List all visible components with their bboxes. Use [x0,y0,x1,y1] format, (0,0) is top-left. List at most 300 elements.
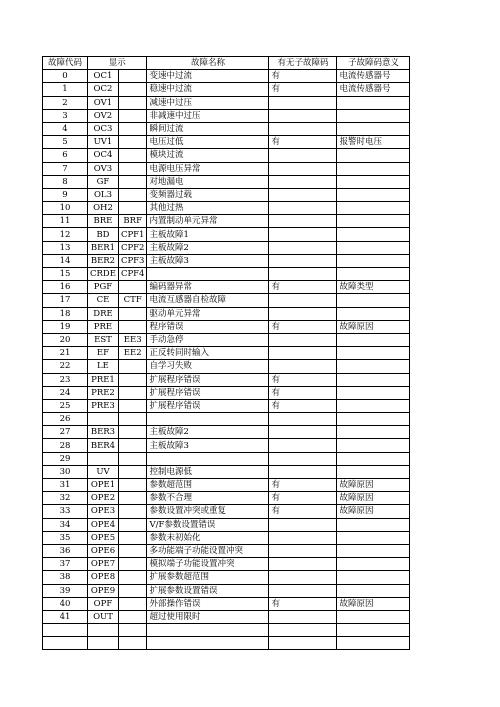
cell-fault-name: 自学习失败 [147,360,269,373]
cell-has-sub-code [269,215,337,228]
cell-display-primary: OH2 [88,202,119,215]
cell-has-sub-code [269,333,337,346]
cell-fault-code: 38 [43,571,88,584]
cell-display-primary: OPE4 [88,518,119,531]
table-row [43,241,410,254]
header-sub-code-meaning: 子故障码意义 [337,57,410,70]
cell-has-sub-code [269,413,337,426]
cell-sub-code-meaning [337,149,410,162]
cell-fault-code: 33 [43,505,88,518]
table-row [43,373,410,386]
cell-fault-code: 34 [43,518,88,531]
cell-fault-name: 程序错误 [147,320,269,333]
cell-fault-code: 21 [43,347,88,360]
cell-fault-name: 控制电源低 [147,465,269,478]
cell-has-sub-code [269,294,337,307]
cell-sub-code-meaning [337,610,410,623]
table-row [43,610,410,623]
cell-fault-name: 主板故障3 [147,254,269,267]
cell-has-sub-code [269,465,337,478]
table-row [43,347,410,360]
cell-display-secondary [118,162,147,175]
cell-fault-code: 0 [43,70,88,83]
table-row [43,320,410,333]
cell-fault-code: 15 [43,268,88,281]
cell-has-sub-code [269,268,337,281]
cell-has-sub-code [269,109,337,122]
cell-display-secondary [118,492,147,505]
cell-display-secondary [118,465,147,478]
cell-fault-code: 41 [43,610,88,623]
cell-display-primary: LE [88,360,119,373]
cell-has-sub-code [269,360,337,373]
cell-fault-name: 减速中过压 [147,96,269,109]
cell-display-secondary [118,479,147,492]
cell-has-sub-code: 有 [269,386,337,399]
cell-sub-code-meaning [337,294,410,307]
cell-fault-name: 非减速中过压 [147,109,269,122]
cell-fault-code: 20 [43,333,88,346]
cell-sub-code-meaning [337,122,410,135]
cell-sub-code-meaning [337,373,410,386]
cell-display-secondary [118,122,147,135]
cell-fault-name [147,413,269,426]
cell-fault-name: 变速中过流 [147,70,269,83]
cell-sub-code-meaning [337,241,410,254]
cell-sub-code-meaning [337,175,410,188]
cell-has-sub-code [269,558,337,571]
cell-fault-name: 扩展程序错误 [147,373,269,386]
cell-fault-code: 2 [43,96,88,109]
cell-display-primary: OPE2 [88,492,119,505]
cell-display-secondary: EE3 [118,333,147,346]
cell-fault-name [147,268,269,281]
cell-display-secondary [118,558,147,571]
cell-display-primary: OV2 [88,109,119,122]
cell-fault-code: 4 [43,122,88,135]
cell-fault-name: 主板故障1 [147,228,269,241]
header-has-sub-code: 有无子故障码 [269,57,337,70]
cell-display-primary: UV1 [88,136,119,149]
cell-fault-name: 电流互感器自检故障 [147,294,269,307]
cell-display-secondary: EE2 [118,347,147,360]
table-row [43,637,410,650]
cell-display-primary: BD [88,228,119,241]
cell-fault-name: V/F参数设置错误 [147,518,269,531]
cell-sub-code-meaning [337,426,410,439]
cell-display-primary [88,452,119,465]
cell-sub-code-meaning [337,215,410,228]
cell-sub-code-meaning [337,465,410,478]
cell-sub-code-meaning [337,558,410,571]
cell-has-sub-code [269,307,337,320]
table-row [43,465,410,478]
cell-sub-code-meaning: 故障原因 [337,492,410,505]
table-row [43,426,410,439]
cell-has-sub-code [269,571,337,584]
cell-display-primary: EST [88,333,119,346]
table-row [43,281,410,294]
cell-fault-name: 超过使用限时 [147,610,269,623]
cell-fault-code: 7 [43,162,88,175]
table-row [43,624,410,637]
cell-sub-code-meaning [337,452,410,465]
cell-display-secondary [118,597,147,610]
cell-has-sub-code [269,254,337,267]
cell-fault-code: 27 [43,426,88,439]
cell-fault-name [147,624,269,637]
cell-fault-name: 扩展参数超范围 [147,571,269,584]
cell-has-sub-code: 有 [269,492,337,505]
cell-display-primary: PRE2 [88,386,119,399]
table-row [43,254,410,267]
cell-sub-code-meaning: 故障原因 [337,505,410,518]
cell-fault-code: 32 [43,492,88,505]
cell-fault-code: 18 [43,307,88,320]
cell-display-primary: OPE1 [88,479,119,492]
cell-display-secondary: CTF [118,294,147,307]
cell-display-primary: BER4 [88,439,119,452]
cell-fault-code: 36 [43,544,88,557]
cell-display-primary: OPE7 [88,558,119,571]
cell-fault-code: 30 [43,465,88,478]
cell-display-secondary [118,149,147,162]
cell-sub-code-meaning [337,202,410,215]
header-fault-code: 故障代码 [43,57,88,70]
cell-has-sub-code: 有 [269,83,337,96]
cell-has-sub-code: 有 [269,597,337,610]
cell-fault-code: 25 [43,399,88,412]
cell-fault-code: 31 [43,479,88,492]
cell-sub-code-meaning [337,307,410,320]
cell-has-sub-code [269,624,337,637]
cell-sub-code-meaning [337,347,410,360]
cell-sub-code-meaning [337,584,410,597]
cell-display-secondary [118,70,147,83]
table-row [43,439,410,452]
cell-sub-code-meaning: 电流传感器号 [337,70,410,83]
cell-display-primary: BER1 [88,241,119,254]
cell-fault-name: 编码器异常 [147,281,269,294]
cell-display-primary: CRDE [88,268,119,281]
table-row [43,518,410,531]
cell-fault-name: 多功能端子功能设置冲突 [147,544,269,557]
cell-fault-code: 22 [43,360,88,373]
cell-fault-name: 内置制动单元异常 [147,215,269,228]
cell-fault-name: 电压过低 [147,136,269,149]
cell-fault-code: 24 [43,386,88,399]
cell-has-sub-code [269,584,337,597]
cell-display-primary: OUT [88,610,119,623]
cell-fault-name: 参数不合理 [147,492,269,505]
cell-fault-name: 驱动单元异常 [147,307,269,320]
cell-has-sub-code [269,149,337,162]
cell-has-sub-code: 有 [269,505,337,518]
header-row [43,57,410,70]
table-row [43,399,410,412]
cell-fault-code: 29 [43,452,88,465]
cell-fault-name: 扩展程序错误 [147,399,269,412]
table-row [43,162,410,175]
table-row [43,413,410,426]
cell-display-primary: OC2 [88,83,119,96]
cell-has-sub-code [269,96,337,109]
cell-display-primary: OPE8 [88,571,119,584]
cell-display-primary: OV3 [88,162,119,175]
table-row [43,96,410,109]
cell-has-sub-code: 有 [269,136,337,149]
cell-sub-code-meaning [337,637,410,650]
cell-sub-code-meaning: 报警时电压 [337,136,410,149]
cell-has-sub-code [269,228,337,241]
cell-fault-code: 40 [43,597,88,610]
cell-display-primary [88,413,119,426]
cell-display-primary: OC3 [88,122,119,135]
table-row [43,149,410,162]
table-row [43,584,410,597]
cell-display-primary: GF [88,175,119,188]
cell-fault-code: 3 [43,109,88,122]
cell-display-secondary: BRF [118,215,147,228]
cell-has-sub-code [269,188,337,201]
table-body [43,70,410,650]
cell-fault-code [43,637,88,650]
cell-has-sub-code: 有 [269,373,337,386]
cell-fault-name: 扩展程序错误 [147,386,269,399]
cell-sub-code-meaning [337,109,410,122]
cell-fault-name: 变频器过载 [147,188,269,201]
cell-has-sub-code: 有 [269,320,337,333]
cell-display-secondary [118,109,147,122]
table-row [43,70,410,83]
table-row [43,202,410,215]
cell-display-primary: OPF [88,597,119,610]
table-row [43,122,410,135]
table-row [43,544,410,557]
cell-fault-code: 28 [43,439,88,452]
cell-display-primary: EF [88,347,119,360]
cell-fault-code: 19 [43,320,88,333]
cell-has-sub-code [269,426,337,439]
cell-display-primary: OC4 [88,149,119,162]
cell-display-primary: BER2 [88,254,119,267]
cell-has-sub-code: 有 [269,281,337,294]
cell-display-secondary [118,518,147,531]
table-row [43,531,410,544]
table-row [43,188,410,201]
cell-display-primary: OL3 [88,188,119,201]
cell-fault-name [147,452,269,465]
cell-fault-code: 35 [43,531,88,544]
cell-display-primary: CE [88,294,119,307]
table-row [43,558,410,571]
cell-fault-code: 1 [43,83,88,96]
cell-fault-name: 其他过热 [147,202,269,215]
cell-sub-code-meaning [337,360,410,373]
cell-sub-code-meaning [337,386,410,399]
cell-has-sub-code [269,439,337,452]
cell-fault-name: 参数设置冲突或重复 [147,505,269,518]
cell-sub-code-meaning [337,518,410,531]
cell-has-sub-code [269,531,337,544]
cell-sub-code-meaning [337,268,410,281]
cell-fault-name [147,637,269,650]
cell-display-primary: OPE5 [88,531,119,544]
table-row [43,597,410,610]
cell-fault-name: 电源电压异常 [147,162,269,175]
cell-fault-name: 外部操作错误 [147,597,269,610]
cell-fault-code: 16 [43,281,88,294]
cell-fault-code: 23 [43,373,88,386]
cell-fault-code: 5 [43,136,88,149]
cell-sub-code-meaning [337,544,410,557]
cell-fault-code: 13 [43,241,88,254]
cell-display-secondary [118,413,147,426]
cell-display-primary: OC1 [88,70,119,83]
cell-fault-name: 模拟端子功能设置冲突 [147,558,269,571]
cell-has-sub-code [269,544,337,557]
cell-fault-code: 9 [43,188,88,201]
cell-fault-name: 瞬间过流 [147,122,269,135]
cell-fault-name: 主板故障2 [147,241,269,254]
cell-fault-code: 11 [43,215,88,228]
cell-fault-code: 8 [43,175,88,188]
cell-sub-code-meaning: 故障原因 [337,320,410,333]
cell-display-secondary [118,360,147,373]
cell-has-sub-code [269,610,337,623]
table-row [43,268,410,281]
table-row [43,360,410,373]
cell-display-secondary [118,136,147,149]
cell-sub-code-meaning [337,624,410,637]
cell-display-primary [88,624,119,637]
cell-has-sub-code: 有 [269,70,337,83]
cell-sub-code-meaning: 电流传感器号 [337,83,410,96]
cell-display-primary: PRE3 [88,399,119,412]
cell-sub-code-meaning: 故障原因 [337,479,410,492]
table-row [43,386,410,399]
cell-fault-name: 手动急停 [147,333,269,346]
header-display: 显示 [88,57,147,70]
cell-display-primary: BER3 [88,426,119,439]
cell-fault-code: 17 [43,294,88,307]
table-row [43,571,410,584]
cell-has-sub-code [269,175,337,188]
table-row [43,109,410,122]
cell-display-secondary: CPF3 [118,254,147,267]
cell-fault-name: 主板故障2 [147,426,269,439]
cell-display-primary: OV1 [88,96,119,109]
cell-display-primary: PRE [88,320,119,333]
cell-sub-code-meaning: 故障原因 [337,597,410,610]
cell-display-secondary [118,610,147,623]
cell-display-secondary [118,584,147,597]
table-row [43,492,410,505]
cell-display-secondary [118,426,147,439]
cell-display-secondary [118,373,147,386]
cell-display-primary: OPE9 [88,584,119,597]
cell-has-sub-code [269,518,337,531]
cell-display-secondary [118,83,147,96]
cell-sub-code-meaning [337,439,410,452]
cell-display-secondary [118,531,147,544]
table-row [43,83,410,96]
cell-display-primary: PGF [88,281,119,294]
table-row [43,294,410,307]
cell-display-secondary [118,571,147,584]
cell-display-secondary [118,505,147,518]
cell-display-primary: UV [88,465,119,478]
cell-display-secondary [118,637,147,650]
cell-fault-name: 参数超范围 [147,479,269,492]
table-row [43,228,410,241]
cell-display-secondary: CPF2 [118,241,147,254]
cell-sub-code-meaning [337,333,410,346]
cell-fault-code: 12 [43,228,88,241]
cell-display-secondary: CPF4 [118,268,147,281]
cell-display-secondary [118,281,147,294]
cell-display-secondary [118,439,147,452]
cell-sub-code-meaning [337,531,410,544]
cell-display-secondary [118,188,147,201]
table-row [43,175,410,188]
cell-fault-code: 6 [43,149,88,162]
cell-display-secondary [118,320,147,333]
cell-display-secondary [118,175,147,188]
cell-fault-name: 正反转同时输入 [147,347,269,360]
cell-sub-code-meaning [337,188,410,201]
cell-has-sub-code [269,122,337,135]
cell-sub-code-meaning [337,399,410,412]
table-row [43,479,410,492]
cell-fault-name: 模块过流 [147,149,269,162]
cell-fault-name: 扩展参数设置错误 [147,584,269,597]
table-row [43,136,410,149]
cell-sub-code-meaning [337,254,410,267]
table-row [43,452,410,465]
cell-sub-code-meaning [337,413,410,426]
cell-display-primary: PRE1 [88,373,119,386]
fault-code-table [42,56,410,650]
cell-fault-code: 37 [43,558,88,571]
cell-fault-name: 稳速中过流 [147,83,269,96]
cell-display-secondary [118,202,147,215]
header-fault-name: 故障名称 [147,57,269,70]
cell-has-sub-code: 有 [269,399,337,412]
cell-display-primary: OPE3 [88,505,119,518]
cell-display-secondary [118,399,147,412]
cell-has-sub-code [269,162,337,175]
cell-sub-code-meaning: 故障类型 [337,281,410,294]
cell-fault-name: 参数未初始化 [147,531,269,544]
cell-has-sub-code [269,241,337,254]
cell-sub-code-meaning [337,96,410,109]
cell-display-secondary [118,544,147,557]
table-row [43,333,410,346]
cell-has-sub-code [269,452,337,465]
cell-sub-code-meaning [337,571,410,584]
cell-fault-name: 对地漏电 [147,175,269,188]
cell-display-secondary [118,624,147,637]
cell-has-sub-code [269,637,337,650]
table-row [43,505,410,518]
cell-has-sub-code [269,202,337,215]
cell-fault-code: 39 [43,584,88,597]
cell-fault-name: 主板故障3 [147,439,269,452]
cell-display-secondary [118,307,147,320]
cell-has-sub-code [269,347,337,360]
table-row [43,215,410,228]
